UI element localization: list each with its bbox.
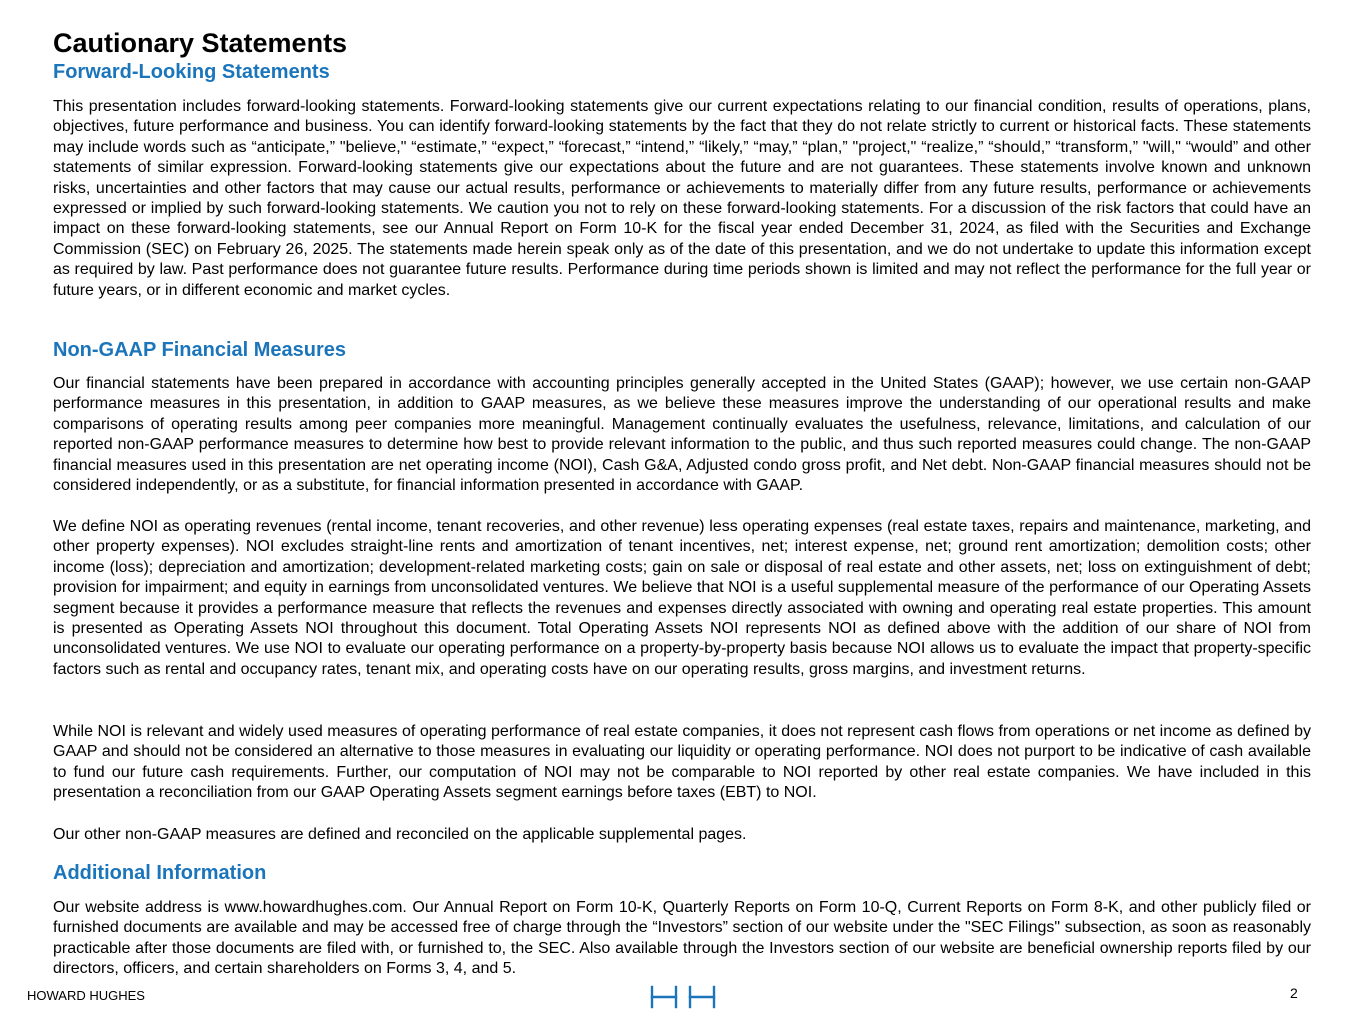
page-number: 2 (1290, 985, 1298, 1001)
non-gaap-paragraph-noi-limitations: While NOI is relevant and widely used measures of operating performance of real estate companies, it does not represent cash flows from operations or net income as defined by GAAP and should not be considered an alternative to those measures in evaluating our liquidity or operating performance. NOI does not purport to be indicative of cash available to fund our future cash requirements. Further, our computation of NOI may not be comparable to NOI reported by other real estate companies. We have included in this presentation a reconciliation from our GAAP Operating Assets segment earnings before taxes (EBT) to NOI. (53, 723, 1311, 802)
non-gaap-paragraph-definition: Our financial statements have been prepared in accordance with accounting principles generally accepted in the United States (GAAP); however, we use certain non-GAAP performance measures in this presentation, in addition to GAAP measures, as we believe these measures improve the understanding of our operational results and make comparisons of operating results among peer companies more meaningful. Management continually evaluates the usefulness, relevance, limitations, and calculation of our reported non-GAAP performance measures to determine how best to provide relevant information to the public, and thus such reported measures could change. The non-GAAP financial measures used in this presentation are net operating income (NOI), Cash G&A, Adjusted condo gross profit, and Net debt. Non-GAAP financial measures should not be considered independently, or as a substitute, for financial information presented in accordance with GAAP. (53, 375, 1311, 495)
hh-monogram-icon (650, 985, 716, 1009)
forward-looking-heading: Forward-Looking Statements (53, 61, 330, 83)
forward-looking-paragraph: This presentation includes forward-looking statements. Forward-looking statements give our current expectations relating to our financial condition, results of operations, plans, objectives, future performance and business. You can identify forward-looking statements by the fact that they do not relate strictly to current or historical facts. These statements may include words such as “anticipate,” "believe," “estimate,” “expect,” “forecast,” “intend,” “likely,” “may,” “plan,” "project," “realize,” “should,” “transform,” "will," “would” and other statements of similar expression. Forward-looking statements give our expectations about the future and are not guarantees. These statements involve known and unknown risks, uncertainties and other factors that may cause our actual results, performance or achievements to materially differ from any future results, performance or achievements expressed or implied by such forward-looking statements. We caution you not to rely on these forward-looking statements. For a discussion of the risk factors that could have an impact on these forward-looking statements, see our Annual Report on Form 10-K for the fiscal year ended December 31, 2024, as filed with the Securities and Exchange Commission (SEC) on February 26, 2025. The statements made herein speak only as of the date of this presentation, and we do not undertake to update this information except as required by law. Past performance does not guarantee future results. Performance during time periods shown is limited and may not reflect the performance for the full year or future years, or in different economic and market cycles. (53, 98, 1311, 299)
page-title: Cautionary Statements (53, 28, 348, 58)
non-gaap-paragraph-other: Our other non-GAAP measures are defined and reconciled on the applicable supplemental pages. (53, 826, 747, 843)
additional-info-paragraph: Our website address is www.howardhughes.com. Our Annual Report on Form 10-K, Quarterly Reports on Form 10-Q, Current Reports on Form 8-K, and other publicly filed or furnished documents are available and may be accessed free of charge through the “Investors” section of our website under the "SEC Filings" subsection, as soon as reasonably practicable after those documents are filed with, or furnished to, the SEC. Also available through the Investors section of our website are beneficial ownership reports filed by our directors, officers, and certain shareholders on Forms 3, 4, and 5. (53, 899, 1311, 978)
non-gaap-paragraph-noi: We define NOI as operating revenues (rental income, tenant recoveries, and other revenue) less operating expenses (real estate taxes, repairs and maintenance, marketing, and other property expenses). NOI excludes straight-line rents and amortization of tenant incentives, net; interest expense, net; ground rent amortization; demolition costs; other income (loss); depreciation and amortization; development-related marketing costs; gain on sale or disposal of real estate and other assets, net; loss on extinguishment of debt; provision for impairment; and equity in earnings from unconsolidated ventures. We believe that NOI is a useful supplemental measure of the performance of our Operating Assets segment because it provides a performance measure that reflects the revenues and expenses directly associated with owning and operating real estate properties. This amount is presented as Operating Assets NOI throughout this document. Total Operating Assets NOI represents NOI as defined above with the addition of our share of NOI from unconsolidated ventures. We use NOI to evaluate our operating performance on a property-by-property basis because NOI allows us to evaluate the impact that property-specific factors such as rental and occupancy rates, tenant mix, and operating costs have on our operating results, gross margins, and investment returns. (53, 518, 1311, 678)
footer-brand: HOWARD HUGHES (27, 988, 145, 1003)
additional-info-heading: Additional Information (53, 862, 267, 884)
non-gaap-heading: Non-GAAP Financial Measures (53, 339, 347, 361)
